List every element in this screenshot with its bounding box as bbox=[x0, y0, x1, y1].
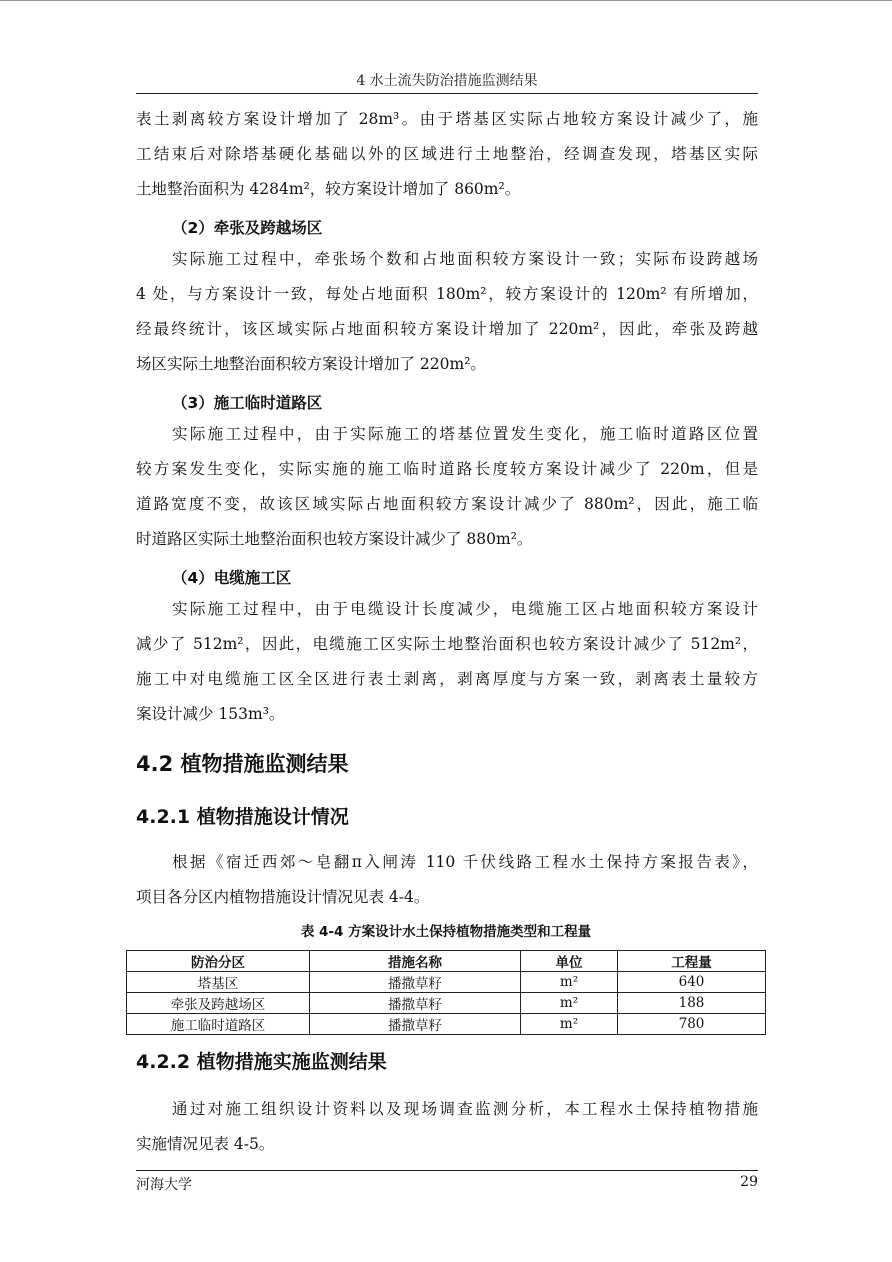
text-line: 经最终统计，该区域实际占地面积较方案设计增加了 220m²，因此，牵张及跨越 bbox=[136, 320, 758, 338]
text-line: 实际施工过程中，由于电缆设计长度减少，电缆施工区占地面积较方案设计 bbox=[172, 600, 758, 618]
text-line: 案设计减少 153m³。 bbox=[136, 705, 285, 723]
paragraph-4-2-1 bbox=[136, 845, 758, 915]
paragraph-sec2 bbox=[136, 242, 758, 382]
text-line: 土地整治面积为 4284m²，较方案设计增加了 860m²。 bbox=[136, 180, 521, 198]
table-header-row bbox=[127, 951, 766, 972]
text-line: 根据《宿迁西郊～皂翻π入闸涛 110 千伏线路工程水土保持方案报告表》， bbox=[172, 853, 758, 871]
paragraph-sec4 bbox=[136, 592, 758, 732]
section-heading-4-2-2: 4.2.2 植物措施实施监测结果 bbox=[136, 1051, 387, 1073]
text-line: 施工中对电缆施工区全区进行表土剥离，剥离厚度与方案一致，剥离表土量较方 bbox=[136, 670, 758, 688]
text-line: 4 处，与方案设计一致，每处占地面积 180m²，较方案设计的 120m² 有所增加， bbox=[136, 285, 758, 303]
column-header: 防治分区 bbox=[127, 951, 310, 972]
subheading-3: （3）施工临时道路区 bbox=[172, 394, 323, 412]
footer-rule bbox=[136, 1170, 758, 1171]
table-row bbox=[127, 993, 766, 1014]
table-cell: 塔基区 bbox=[127, 972, 310, 993]
table-cell: m² bbox=[521, 972, 618, 993]
table-cell: 640 bbox=[618, 972, 766, 993]
section-heading-4-2: 4.2 植物措施监测结果 bbox=[136, 752, 349, 776]
table-cell: 播撒草籽 bbox=[310, 972, 521, 993]
text-line: 时道路区实际土地整治面积也较方案设计减少了 880m²。 bbox=[136, 530, 533, 548]
text-line: 实际施工过程中，牵张场个数和占地面积较方案设计一致；实际布设跨越场 bbox=[172, 250, 758, 268]
text-line: 道路宽度不变，故该区域实际占地面积较方案设计减少了 880m²，因此，施工临 bbox=[136, 495, 758, 513]
text-line: 场区实际土地整治面积较方案设计增加了 220m²。 bbox=[136, 355, 486, 373]
column-header: 工程量 bbox=[618, 951, 766, 972]
page-top-border bbox=[0, 0, 892, 1]
table-cell: 播撒草籽 bbox=[310, 993, 521, 1014]
running-header: 4 水土流失防治措施监测结果 bbox=[356, 73, 538, 89]
paragraph-intro bbox=[136, 102, 758, 207]
text-line: 通过对施工组织设计资料以及现场调查监测分析，本工程水土保持植物措施 bbox=[172, 1100, 758, 1118]
footer-institution: 河海大学 bbox=[136, 1177, 192, 1193]
table-cell: 780 bbox=[618, 1014, 766, 1035]
table-caption: 表 4-4 方案设计水土保持植物措施类型和工程量 bbox=[300, 924, 592, 940]
paragraph-sec3 bbox=[136, 417, 758, 557]
table-cell: m² bbox=[521, 993, 618, 1014]
text-line: 较方案发生变化，实际实施的施工临时道路长度较方案设计减少了 220m，但是 bbox=[136, 460, 758, 478]
table-cell: 188 bbox=[618, 993, 766, 1014]
table-row bbox=[127, 1014, 766, 1035]
text-line: 工结束后对除塔基硬化基础以外的区域进行土地整治，经调查发现，塔基区实际 bbox=[136, 145, 758, 163]
table-cell: 播撒草籽 bbox=[310, 1014, 521, 1035]
subheading-2: （2）牵张及跨越场区 bbox=[172, 219, 323, 237]
subheading-4: （4）电缆施工区 bbox=[172, 569, 292, 587]
table-cell: 施工临时道路区 bbox=[127, 1014, 310, 1035]
page-number: 29 bbox=[740, 1174, 758, 1190]
text-line: 项目各分区内植物措施设计情况见表 4-4。 bbox=[136, 888, 430, 906]
column-header: 措施名称 bbox=[310, 951, 521, 972]
column-header: 单位 bbox=[521, 951, 618, 972]
header-rule bbox=[136, 93, 758, 94]
section-heading-4-2-1: 4.2.1 植物措施设计情况 bbox=[136, 806, 349, 828]
table-row bbox=[127, 972, 766, 993]
text-line: 实际施工过程中，由于实际施工的塔基位置发生变化，施工临时道路区位置 bbox=[172, 425, 758, 443]
plant-measures-table bbox=[126, 950, 766, 1035]
text-line: 表土剥离较方案设计增加了 28m³。由于塔基区实际占地较方案设计减少了，施 bbox=[136, 110, 758, 128]
text-line: 减少了 512m²，因此，电缆施工区实际土地整治面积也较方案设计减少了 512m²， bbox=[136, 635, 758, 653]
table-cell: 牵张及跨越场区 bbox=[127, 993, 310, 1014]
paragraph-4-2-2 bbox=[136, 1092, 758, 1162]
text-line: 实施情况见表 4-5。 bbox=[136, 1135, 275, 1153]
table-cell: m² bbox=[521, 1014, 618, 1035]
